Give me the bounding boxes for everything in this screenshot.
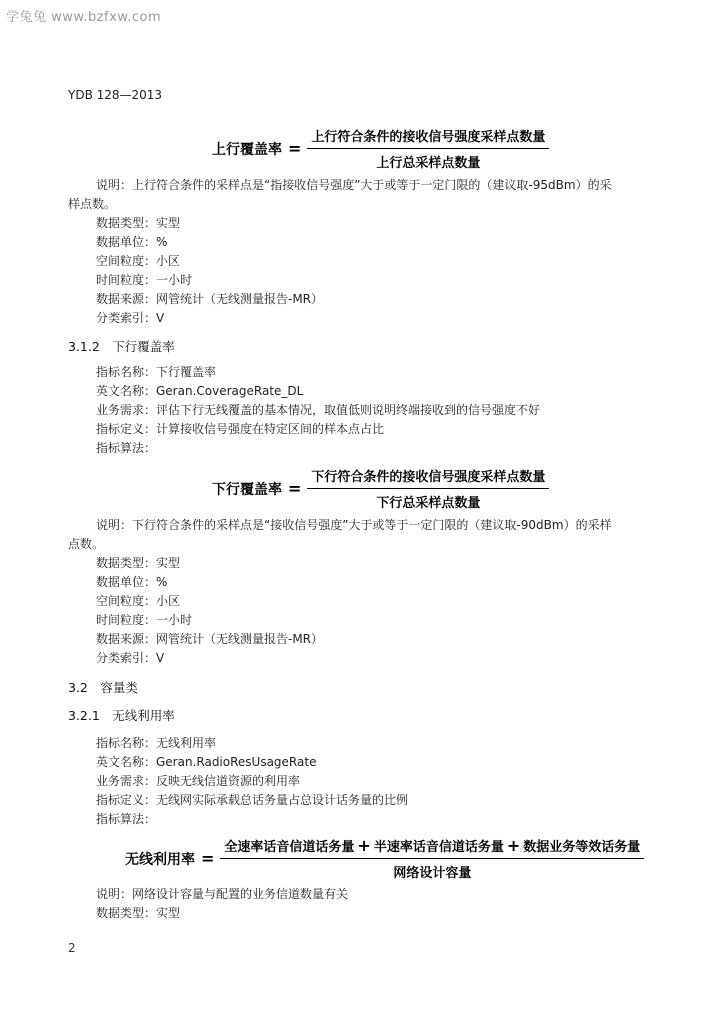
- section-heading-3-1-2: 3.1.2 下行覆盖率: [68, 339, 175, 354]
- list-item: 业务需求：评估下行无线覆盖的基本情况，取值低则说明终端接收到的信号强度不好: [96, 403, 541, 417]
- section-heading-3-2: 3.2 容量类: [68, 680, 138, 695]
- document-header: YDB 128—2013: [68, 88, 163, 102]
- description-line: 说明：下行符合条件的采样点是“接收信号强度”大于或等于一定门限的（建议取-90dBm）的采样: [96, 518, 612, 532]
- formula-uplink-coverage: [212, 126, 549, 171]
- list-item: 时间粒度：一小时: [96, 273, 193, 287]
- denominator: 下行总采样点数量: [376, 496, 481, 511]
- fraction: [307, 126, 549, 171]
- list-item: 数据来源：网管统计（无线测量报告-MR）: [96, 632, 324, 646]
- watermark: 学兔兔 www.bzfxw.com: [6, 10, 162, 25]
- page-number: 2: [68, 941, 76, 955]
- formula-lhs: 无线利用率: [125, 851, 195, 868]
- list-item: 业务需求：反映无线信道资源的利用率: [96, 774, 301, 788]
- list-item: 说明：网络设计容量与配置的业务信道数量有关: [96, 887, 349, 901]
- denominator: 网络设计容量: [393, 866, 472, 881]
- plus-sign: +: [357, 836, 371, 855]
- numerator-term-half-rate: 半速率话音信道话务量: [373, 840, 504, 855]
- description-line: 说明：上行符合条件的采样点是“指接收信号强度”大于或等于一定门限的（建议取-95dBm）的采: [96, 178, 612, 192]
- list-item: 数据类型：实型: [96, 556, 181, 570]
- list-item: 数据单位：%: [96, 235, 168, 249]
- list-item: 分类索引：V: [96, 651, 165, 665]
- numerator-term-full-rate: 全速率话音信道话务量: [224, 840, 355, 855]
- fraction: [220, 836, 644, 881]
- list-item: 数据单位：%: [96, 575, 168, 589]
- formula-radio-utilization: [125, 836, 644, 881]
- list-item: 指标算法：: [96, 441, 157, 455]
- equals-sign: =: [288, 139, 302, 158]
- list-item: 英文名称：Geran.RadioResUsageRate: [96, 755, 317, 769]
- list-item: 数据类型：实型: [96, 216, 181, 230]
- description-line: 点数。: [68, 537, 105, 551]
- numerator-term-data: 数据业务等效话务量: [523, 840, 641, 855]
- section-heading-3-2-1: 3.2.1 无线利用率: [68, 708, 175, 723]
- fraction: [307, 466, 549, 511]
- list-item: 指标算法：: [96, 812, 157, 826]
- equals-sign: =: [201, 849, 215, 868]
- list-item: 指标定义：计算接收信号强度在特定区间的样本点占比: [96, 422, 385, 436]
- formula-lhs: 下行覆盖率: [212, 481, 282, 498]
- denominator: 上行总采样点数量: [376, 156, 481, 171]
- description-line: 样点数。: [68, 197, 117, 211]
- formula-downlink-coverage: [212, 466, 549, 511]
- numerator: [220, 836, 644, 858]
- list-item: 数据来源：网管统计（无线测量报告-MR）: [96, 292, 324, 306]
- list-item: 指标名称：下行覆盖率: [96, 365, 217, 379]
- numerator: 上行符合条件的接收信号强度采样点数量: [311, 130, 546, 145]
- plus-sign: +: [506, 836, 521, 855]
- list-item: 分类索引：V: [96, 311, 165, 325]
- list-item: 空间粒度：小区: [96, 254, 181, 268]
- list-item: 指标定义：无线网实际承载总话务量占总设计话务量的比例: [96, 793, 409, 807]
- list-item: 空间粒度：小区: [96, 594, 181, 608]
- numerator: 下行符合条件的接收信号强度采样点数量: [311, 470, 546, 485]
- list-item: 英文名称：Geran.CoverageRate_DL: [96, 384, 304, 398]
- list-item: 时间粒度：一小时: [96, 613, 193, 627]
- list-item: 数据类型：实型: [96, 906, 181, 920]
- list-item: 指标名称：无线利用率: [96, 736, 217, 750]
- equals-sign: =: [288, 479, 302, 498]
- formula-lhs: 上行覆盖率: [212, 141, 282, 158]
